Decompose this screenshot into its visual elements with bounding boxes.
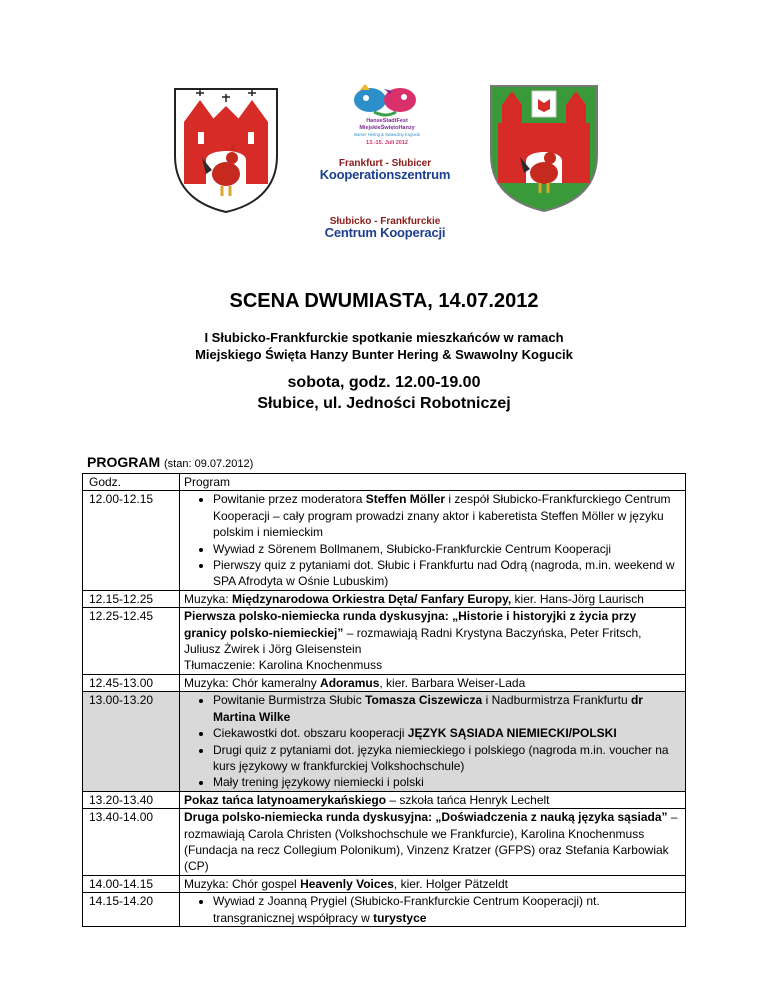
list-item — [213, 893, 681, 926]
list-item — [213, 725, 681, 741]
list-item: • Mały trening językowy niemiecki i polski — [213, 774, 681, 790]
row-program — [180, 692, 686, 791]
list-item — [213, 491, 681, 540]
kooperationszentrum-logo-top: Frankfurt - Słubicer — [338, 158, 432, 169]
header-program: Program — [180, 474, 686, 491]
row-time: 12.45-13.00 — [83, 674, 180, 691]
mayor-name: Tomasza Ciszewicza — [365, 693, 483, 708]
program-heading — [87, 454, 253, 470]
table-row — [83, 791, 686, 808]
row-time: 12.00-12.15 — [83, 491, 180, 590]
slubice-coat-of-arms — [488, 83, 600, 213]
list-item: • Drugi quiz z pytaniami dot. języka niemieckiego i polskiego (nagroda m.in. voucher na kurs językowy w frankfurckiej Volkshochschule) — [213, 742, 681, 775]
row-time: 12.25-12.45 — [83, 608, 180, 675]
list-item — [213, 692, 681, 725]
subtitle-line-1: I Słubicko-Frankfurckie spotkanie mieszkańców w ramach — [204, 330, 564, 345]
row-program — [180, 809, 686, 876]
row-program — [180, 674, 686, 691]
text: i Nadburmistrza Frankfurtu — [482, 693, 631, 708]
row-time: 13.40-14.00 — [83, 809, 180, 876]
table-row — [83, 875, 686, 892]
text: Powitanie przez moderatora — [213, 492, 366, 507]
centrum-kooperacji-logo-top: Słubicko - Frankfurckie — [329, 216, 441, 227]
row-time: 14.15-14.20 — [83, 893, 180, 927]
page-title: SCENA DWUMIASTA, 14.07.2012 — [229, 290, 539, 312]
hansestadtfest-logo — [340, 82, 434, 152]
hanse-logo-line-4: 13.-15. Juli 2012 — [366, 140, 408, 146]
table-row — [83, 893, 686, 927]
text: – rozmawiają Radni Krystyna Baczyńska, Peter Fritsch, Juliusz Żwirek i Jörg Gleisenstein — [184, 625, 642, 657]
text: Muzyka: Chór kameralny — [184, 675, 321, 690]
row-program — [180, 608, 686, 675]
table-row — [83, 809, 686, 876]
hanse-logo-line-2: MiejskieŚwiętoHanzy — [359, 125, 415, 131]
topic: turystyce — [373, 910, 427, 925]
program-status-date: (stan: 09.07.2012) — [164, 458, 254, 470]
hanse-logo-line-1: HanseStadtFest — [366, 118, 408, 124]
text: Wywiad z Joanną Prygiel (Słubicko-Frankfurckie Centrum Kooperacji) nt. transgranicznej współpracy w — [213, 894, 600, 925]
list-item: • Wywiad z Sörenem Bollmanem, Słubicko-Frankfurckie Centrum Kooperacji — [213, 541, 681, 557]
event-location: Słubice, ul. Jedności Robotniczej — [257, 395, 511, 412]
kooperationszentrum-logo-main: Kooperationszentrum — [319, 167, 451, 182]
event-time: sobota, godz. 12.00-19.00 — [287, 374, 481, 391]
text: – rozmawiają Carola Christen (Volkshochschule we Frankfurcie), Karolina Knochenmuss (Fundacja na recz Collegium Polonikum), Vinzenz Kratzer (GFPS) oraz Stefania Karbowiak (CP) — [184, 810, 678, 874]
row-program — [180, 875, 686, 892]
cooperation-area: JĘZYK SĄSIADA NIEMIECKI/POLSKI — [407, 726, 617, 741]
text: – szkoła tańca Henryk Lechelt — [386, 792, 550, 807]
text: , kier. Holger Pätzeldt — [393, 876, 508, 891]
performer-name: Adoramus — [320, 675, 380, 690]
list-item: • Pierwszy quiz z pytaniami dot. Słubic i Frankfurtu nad Odrą (nagroda, m.in. weekend w SPA Afrodyta w Ośnie Lubuskim) — [213, 557, 681, 590]
table-row — [83, 608, 686, 675]
table-row — [83, 491, 686, 590]
row-program — [180, 491, 686, 590]
text: Ciekawostki dot. obszaru kooperacji — [213, 726, 408, 741]
row-time: 12.15-12.25 — [83, 590, 180, 607]
text: i zespół Słubicko-Frankfurckiego Centrum Kooperacji – cały program prowadzi znany aktor i kaberetista Steffen Möller w języku polskim i niemieckim — [213, 492, 671, 540]
centrum-kooperacji-logo-main: Centrum Kooperacji — [324, 225, 446, 240]
program-heading-label: PROGRAM — [87, 454, 161, 470]
text: , kier. Barbara Weiser-Lada — [379, 675, 526, 690]
text: Muzyka: — [184, 591, 233, 606]
show-title: Pokaz tańca latynoamerykańskiego — [184, 792, 387, 807]
lord-mayor-name: dr Martina Wilke — [213, 693, 643, 724]
performer-name: Międzynarodowa Orkiestra Dęta/ Fanfary Europy, — [232, 591, 512, 606]
row-program — [180, 893, 686, 927]
row-time: 13.00-13.20 — [83, 692, 180, 791]
text: Muzyka: Chór gospel — [184, 876, 301, 891]
row-time: 14.00-14.15 — [83, 875, 180, 892]
text: kier. Hans-Jörg Laurisch — [511, 591, 644, 606]
table-header-row — [83, 474, 686, 491]
text: Powitanie Burmistrza Słubic — [213, 693, 366, 708]
hanse-logo-line-3: Bunter Hering & Swawolny Kogucik — [354, 132, 420, 137]
discussion-title: Pierwsza polsko-niemiecka runda dyskusyjna: „Historie i historyjki z życia przy granicy polsko-niemieckiej” — [184, 609, 637, 640]
moderator-name: Steffen Möller — [365, 492, 446, 507]
program-table — [82, 473, 686, 927]
row-program — [180, 590, 686, 607]
subtitle-line-2: Miejskiego Święta Hanzy Bunter Hering & Swawolny Kogucik — [195, 347, 573, 362]
frankfurt-coat-of-arms — [172, 86, 280, 214]
table-row — [83, 674, 686, 691]
row-time: 13.20-13.40 — [83, 791, 180, 808]
table-row — [83, 692, 686, 791]
performer-name: Heavenly Voices — [300, 876, 394, 891]
header-time: Godz. — [83, 474, 180, 491]
translation-note: Tłumaczenie: Karolina Knochenmuss — [184, 658, 383, 673]
discussion-title: Druga polsko-niemiecka runda dyskusyjna: „Doświadczenia z nauką języka sąsiada” — [184, 810, 668, 825]
table-row — [83, 590, 686, 607]
row-program — [180, 791, 686, 808]
